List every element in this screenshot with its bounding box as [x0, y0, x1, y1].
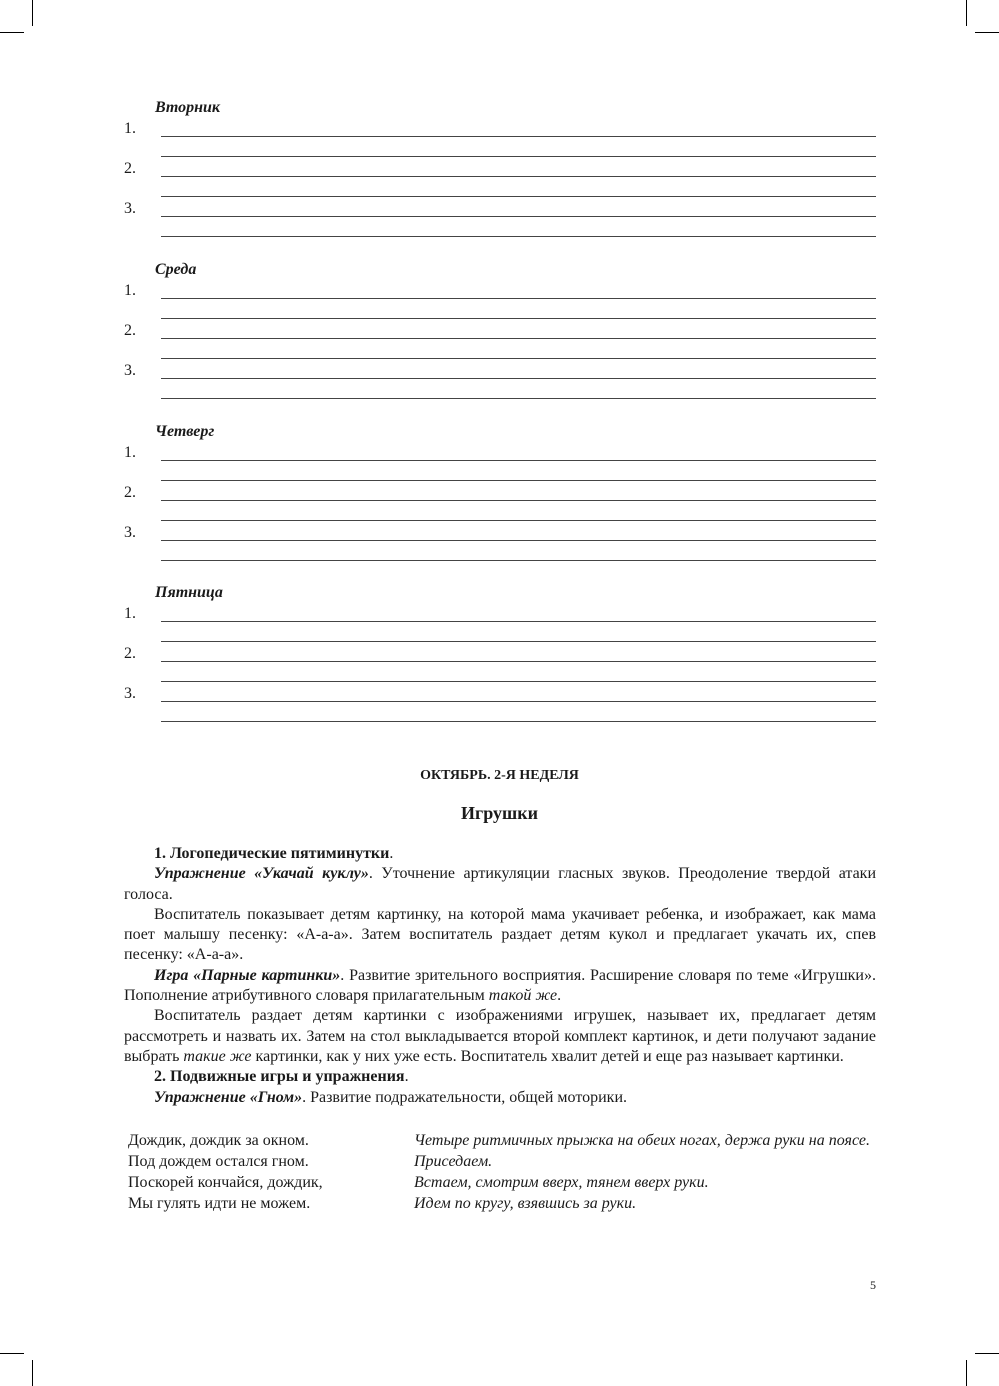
poem-table [128, 1130, 876, 1214]
blank-row [124, 160, 876, 200]
row-number: 3. [124, 200, 136, 217]
row-number: 1. [124, 282, 136, 299]
row-number: 2. [124, 484, 136, 501]
row-number: 1. [124, 444, 136, 461]
lesson-text [124, 844, 876, 1108]
row-number: 2. [124, 645, 136, 662]
game-desc-italic: такой же [488, 987, 558, 1005]
section1-heading: 1. Логопедические пятиминутки [154, 845, 390, 862]
blank-line[interactable] [161, 520, 876, 521]
blank-line[interactable] [161, 500, 876, 501]
blank-line[interactable] [161, 318, 876, 319]
crop-mark [32, 0, 33, 26]
blank-line[interactable] [161, 378, 876, 379]
poem-line: Поскорей кончайся, дождик, [128, 1174, 323, 1191]
blank-line[interactable] [161, 661, 876, 662]
crop-mark [966, 0, 967, 26]
poem-row [128, 1172, 876, 1193]
exercise-title: Упражнение «Укачай куклу» [154, 865, 369, 883]
day-title: Пятница [155, 584, 223, 601]
row-number: 1. [124, 120, 136, 137]
crop-mark [32, 1360, 33, 1386]
day-title: Четверг [155, 423, 215, 440]
poem-action: Встаем, смотрим вверх, тянем вверх руки. [414, 1174, 709, 1191]
topic-heading: Игрушки [461, 803, 538, 823]
crop-mark [0, 32, 24, 33]
row-number: 3. [124, 685, 136, 702]
blank-row [124, 282, 876, 322]
poem-line: Дождик, дождик за окном. [128, 1132, 309, 1149]
blank-row [124, 605, 876, 645]
blank-row [124, 524, 876, 564]
row-number: 3. [124, 524, 136, 541]
blank-line[interactable] [161, 621, 876, 622]
blank-line[interactable] [161, 641, 876, 642]
poem-line: Мы гулять идти не можем. [128, 1195, 311, 1212]
blank-line[interactable] [161, 681, 876, 682]
crop-mark [975, 32, 999, 33]
game-text-b: картинки, как у них уже есть. Воспитатель хвалит детей и еще раз называет картинки. [251, 1047, 844, 1065]
paragraph: Игра «Парные картинки». Развитие зрительного восприятия. Расширение словаря по теме «Игрушки». Пополнение атрибутивного словаря прилагательным такой же. [124, 966, 876, 1005]
row-number: 1. [124, 605, 136, 622]
blank-line[interactable] [161, 721, 876, 722]
blank-row [124, 685, 876, 725]
blank-line[interactable] [161, 236, 876, 237]
exercise-desc: . Уточнение артикуляции гласных звуков. Преодоление твердой атаки голоса. [124, 865, 877, 903]
paragraph: Воспитатель показывает детям картинку, на которой мама укачивает ребенка, и изображает, как мама поет малышу песенку: «А-а-а». Затем воспитатель раздает детям кукол и предлагает укачать их, спев песенку: «А-а-а». [124, 905, 876, 964]
week-heading: ОКТЯБРЬ. 2-Я НЕДЕЛЯ [420, 768, 579, 783]
crop-mark [975, 1353, 999, 1354]
exercise-title: Упражнение «Гном» [154, 1088, 303, 1106]
row-number: 2. [124, 322, 136, 339]
blank-line[interactable] [161, 216, 876, 217]
blank-row [124, 444, 876, 484]
blank-row [124, 200, 876, 240]
blank-line[interactable] [161, 701, 876, 702]
blank-row [124, 645, 876, 685]
game-desc: . Развитие зрительного восприятия. Расширение словаря по теме «Игрушки». Пополнение атрибутивного словаря прилагательным [124, 966, 876, 1005]
blank-line[interactable] [161, 480, 876, 481]
exercise-desc: . Развитие подражательности, общей моторики. [302, 1088, 627, 1106]
poem-action: Идем по кругу, взявшись за руки. [414, 1195, 637, 1212]
poem-action: Приседаем. [414, 1153, 493, 1170]
blank-line[interactable] [161, 560, 876, 561]
poem-row [128, 1130, 876, 1151]
crop-mark [966, 1360, 967, 1386]
blank-line[interactable] [161, 196, 876, 197]
game-text-italic: такие же [183, 1047, 252, 1065]
poem-action: Четыре ритмичных прыжка на обеих ногах, держа руки на поясе. [414, 1132, 870, 1149]
game-title: Игра «Парные картинки» [154, 966, 341, 984]
poem-row [128, 1193, 876, 1214]
day-title: Вторник [155, 99, 220, 116]
blank-line[interactable] [161, 298, 876, 299]
blank-row [124, 484, 876, 524]
paragraph [124, 1088, 876, 1108]
blank-line[interactable] [161, 338, 876, 339]
blank-row [124, 120, 876, 160]
day-title: Среда [155, 261, 197, 278]
blank-row [124, 362, 876, 402]
section-heading: 1. Логопедические пятиминутки. [154, 845, 394, 862]
game-text-a: Воспитатель раздает детям картинки с изображениями игрушек, называет их, предлагает детям рассмотреть и назвать их. Затем на стол выкладывается второй комплект картинок, и дети получают задание выбрать [124, 1007, 876, 1065]
paragraph [124, 1006, 876, 1067]
row-number: 3. [124, 362, 136, 379]
blank-row [124, 322, 876, 362]
page-number: 5 [870, 1278, 876, 1292]
paragraph [124, 864, 876, 905]
blank-line[interactable] [161, 460, 876, 461]
blank-line[interactable] [161, 176, 876, 177]
blank-line[interactable] [161, 398, 876, 399]
poem-line: Под дождем остался гном. [128, 1153, 309, 1170]
poem-row [128, 1151, 876, 1172]
section-heading: 2. Подвижные игры и упражнения. [154, 1068, 409, 1086]
crop-mark [0, 1353, 24, 1354]
section2-heading: 2. Подвижные игры и упражнения [154, 1068, 405, 1086]
blank-line[interactable] [161, 136, 876, 137]
blank-line[interactable] [161, 358, 876, 359]
blank-line[interactable] [161, 540, 876, 541]
row-number: 2. [124, 160, 136, 177]
blank-line[interactable] [161, 156, 876, 157]
